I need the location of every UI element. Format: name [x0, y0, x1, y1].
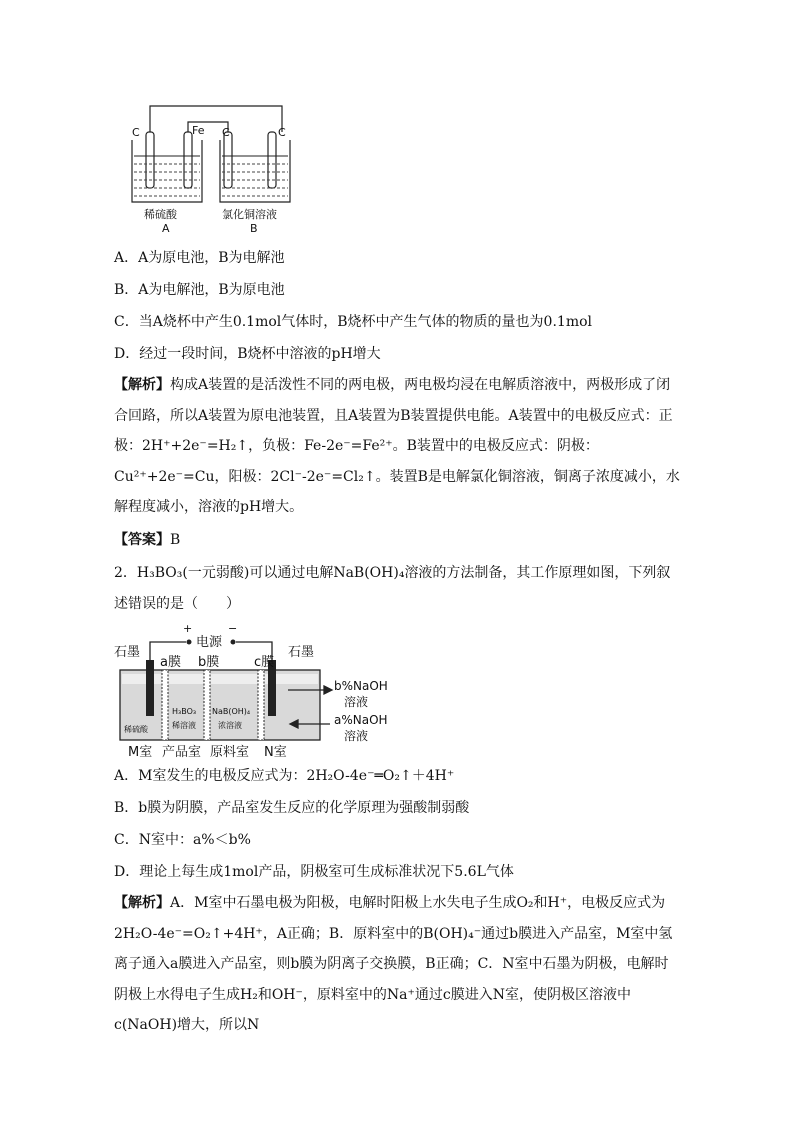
- room-n-label: N室: [264, 745, 287, 758]
- q2-number: 2．: [114, 565, 137, 581]
- q2-option-d: D．理论上每生成1mol产品，阴极室可生成标准状况下5.6L气体: [114, 864, 514, 880]
- membrane-c-label: c膜: [254, 655, 275, 670]
- beaker-a-label: A: [162, 222, 170, 235]
- membrane-a-label: a膜: [160, 655, 181, 670]
- q1-analysis-text-2: ，负极：: [248, 438, 305, 454]
- q2-analysis: [114, 888, 680, 1041]
- in-label-1: a%NaOH: [334, 713, 388, 727]
- figure-galvanic-electrolytic-cells: [128, 100, 308, 240]
- in-label-2: 溶液: [344, 729, 369, 743]
- q1-analysis-tag: 【解析】: [114, 377, 170, 393]
- out-label-1: b%NaOH: [334, 679, 388, 693]
- q2-option-c: C．N室中：a%＜b%: [114, 832, 251, 848]
- figure-electrolysis-apparatus: [112, 620, 402, 758]
- room-m-label: M室: [128, 745, 153, 758]
- room-product-label: 产品室: [162, 745, 202, 758]
- product-solution-2: 稀溶液: [172, 721, 196, 730]
- label-fe: Fe: [192, 124, 205, 137]
- q2-analysis-text: A．M室中石墨电极为阳极，电解时阳极上水失电子生成O₂和H⁺，电极反应式为2H₂O-4e⁻=O₂↑+4H⁺，A正确；B．原料室中的B(OH)₄⁻通过b膜进入产品室，M室中氢离子通入a膜进入产品室，则b膜为阴离子交换膜，B正确；C．N室中石墨为阴极，电解时阴极上水得电子生成H₂和OH⁻，原料室中的Na⁺通过c膜进入N室，使阴极区溶液中c(NaOH)增大，所以N: [114, 895, 673, 1033]
- q2-stem-text-2: 溶液的方法制备，其工作原理如图，下列叙述错误的是（ ）: [114, 565, 671, 612]
- membrane-a: [162, 670, 168, 740]
- minus-sign: −: [228, 622, 238, 635]
- beaker-b-solution: 氯化铜溶液: [222, 208, 277, 221]
- power-label: 电源: [196, 635, 223, 650]
- q2-option-b: B．b膜为阴膜，产品室发生反应的化学原理为强酸制弱酸: [114, 800, 470, 816]
- q2-option-a: A．M室发生的电极反应式为：2H₂O-4e⁻═O₂↑＋4H⁺: [114, 768, 455, 784]
- m-solution-label: 稀硫酸: [124, 725, 148, 734]
- membrane-b-label: b膜: [198, 655, 220, 670]
- q1-eq-anode: 2Cl⁻-2e⁻=Cl₂↑: [270, 468, 376, 485]
- beaker-b: [220, 140, 290, 202]
- q1-answer-tag: 【答案】: [114, 532, 170, 548]
- q2-formula: H₃BO₃: [136, 565, 183, 581]
- q1-answer-value: B: [170, 532, 181, 548]
- q1-answer: [114, 530, 680, 550]
- graphite-electrode-left: [146, 660, 154, 716]
- plus-sign: +: [183, 622, 193, 635]
- raw-solution-1: NaB(OH)₄: [212, 707, 251, 716]
- right-electrode-label: 石墨: [288, 645, 315, 660]
- label-c3: C: [278, 126, 286, 139]
- q1-analysis-text-3: 。B装置中的电极反应式：阴极：: [392, 438, 599, 454]
- q2-stem: [114, 558, 680, 619]
- q2-analysis-tag: 【解析】: [114, 895, 170, 911]
- left-electrode-label: 石墨: [114, 645, 141, 660]
- outer-wire: [150, 106, 282, 132]
- q1-option-d: D．经过一段时间，B烧杯中溶液的pH增大: [114, 346, 381, 362]
- q1-analysis-text-1: 构成A装置的是活泼性不同的两电极，两电极均浸在电解质溶液中，两极形成了闭合回路，所以A装置为原电池装置，且A装置为B装置提供电能。A装置中的电极反应式：正极：: [114, 377, 673, 454]
- q2-formula2: NaB(OH)₄: [333, 565, 405, 581]
- q1-option-c: C．当A烧杯中产生0.1mol气体时，B烧杯中产生气体的物质的量也为0.1mol: [114, 314, 593, 330]
- q1-analysis-text-5: 。装置B是电解氯化铜溶液，铜离子浓度减小，水解程度减小，溶液的pH增大。: [114, 468, 680, 515]
- membrane-b: [204, 670, 210, 740]
- label-c1: C: [132, 126, 140, 139]
- out-label-2: 溶液: [344, 695, 369, 709]
- q1-eq-negative: Fe-2e⁻=Fe²⁺: [304, 438, 393, 454]
- q1-option-b: B．A为电解池，B为原电池: [114, 282, 285, 298]
- product-solution-1: H₃BO₃: [172, 707, 197, 716]
- room-raw-label: 原料室: [210, 745, 250, 758]
- membrane-c: [258, 670, 264, 740]
- q1-option-a: A．A为原电池，B为电解池: [114, 250, 285, 266]
- beaker-b-label: B: [250, 222, 258, 235]
- q1-eq-cathode: Cu²⁺+2e⁻=Cu: [114, 468, 215, 485]
- label-c2: C: [222, 126, 230, 139]
- beaker-a-solution: 稀硫酸: [144, 208, 177, 221]
- q1-analysis-text-4: ，阳极：: [214, 468, 271, 485]
- q1-eq-positive: 2H⁺+2e⁻=H₂↑: [142, 438, 249, 454]
- raw-solution-2: 浓溶液: [218, 721, 242, 730]
- q2-stem-text-1: (一元弱酸)可以通过电解: [182, 565, 334, 581]
- q1-analysis: [114, 370, 680, 523]
